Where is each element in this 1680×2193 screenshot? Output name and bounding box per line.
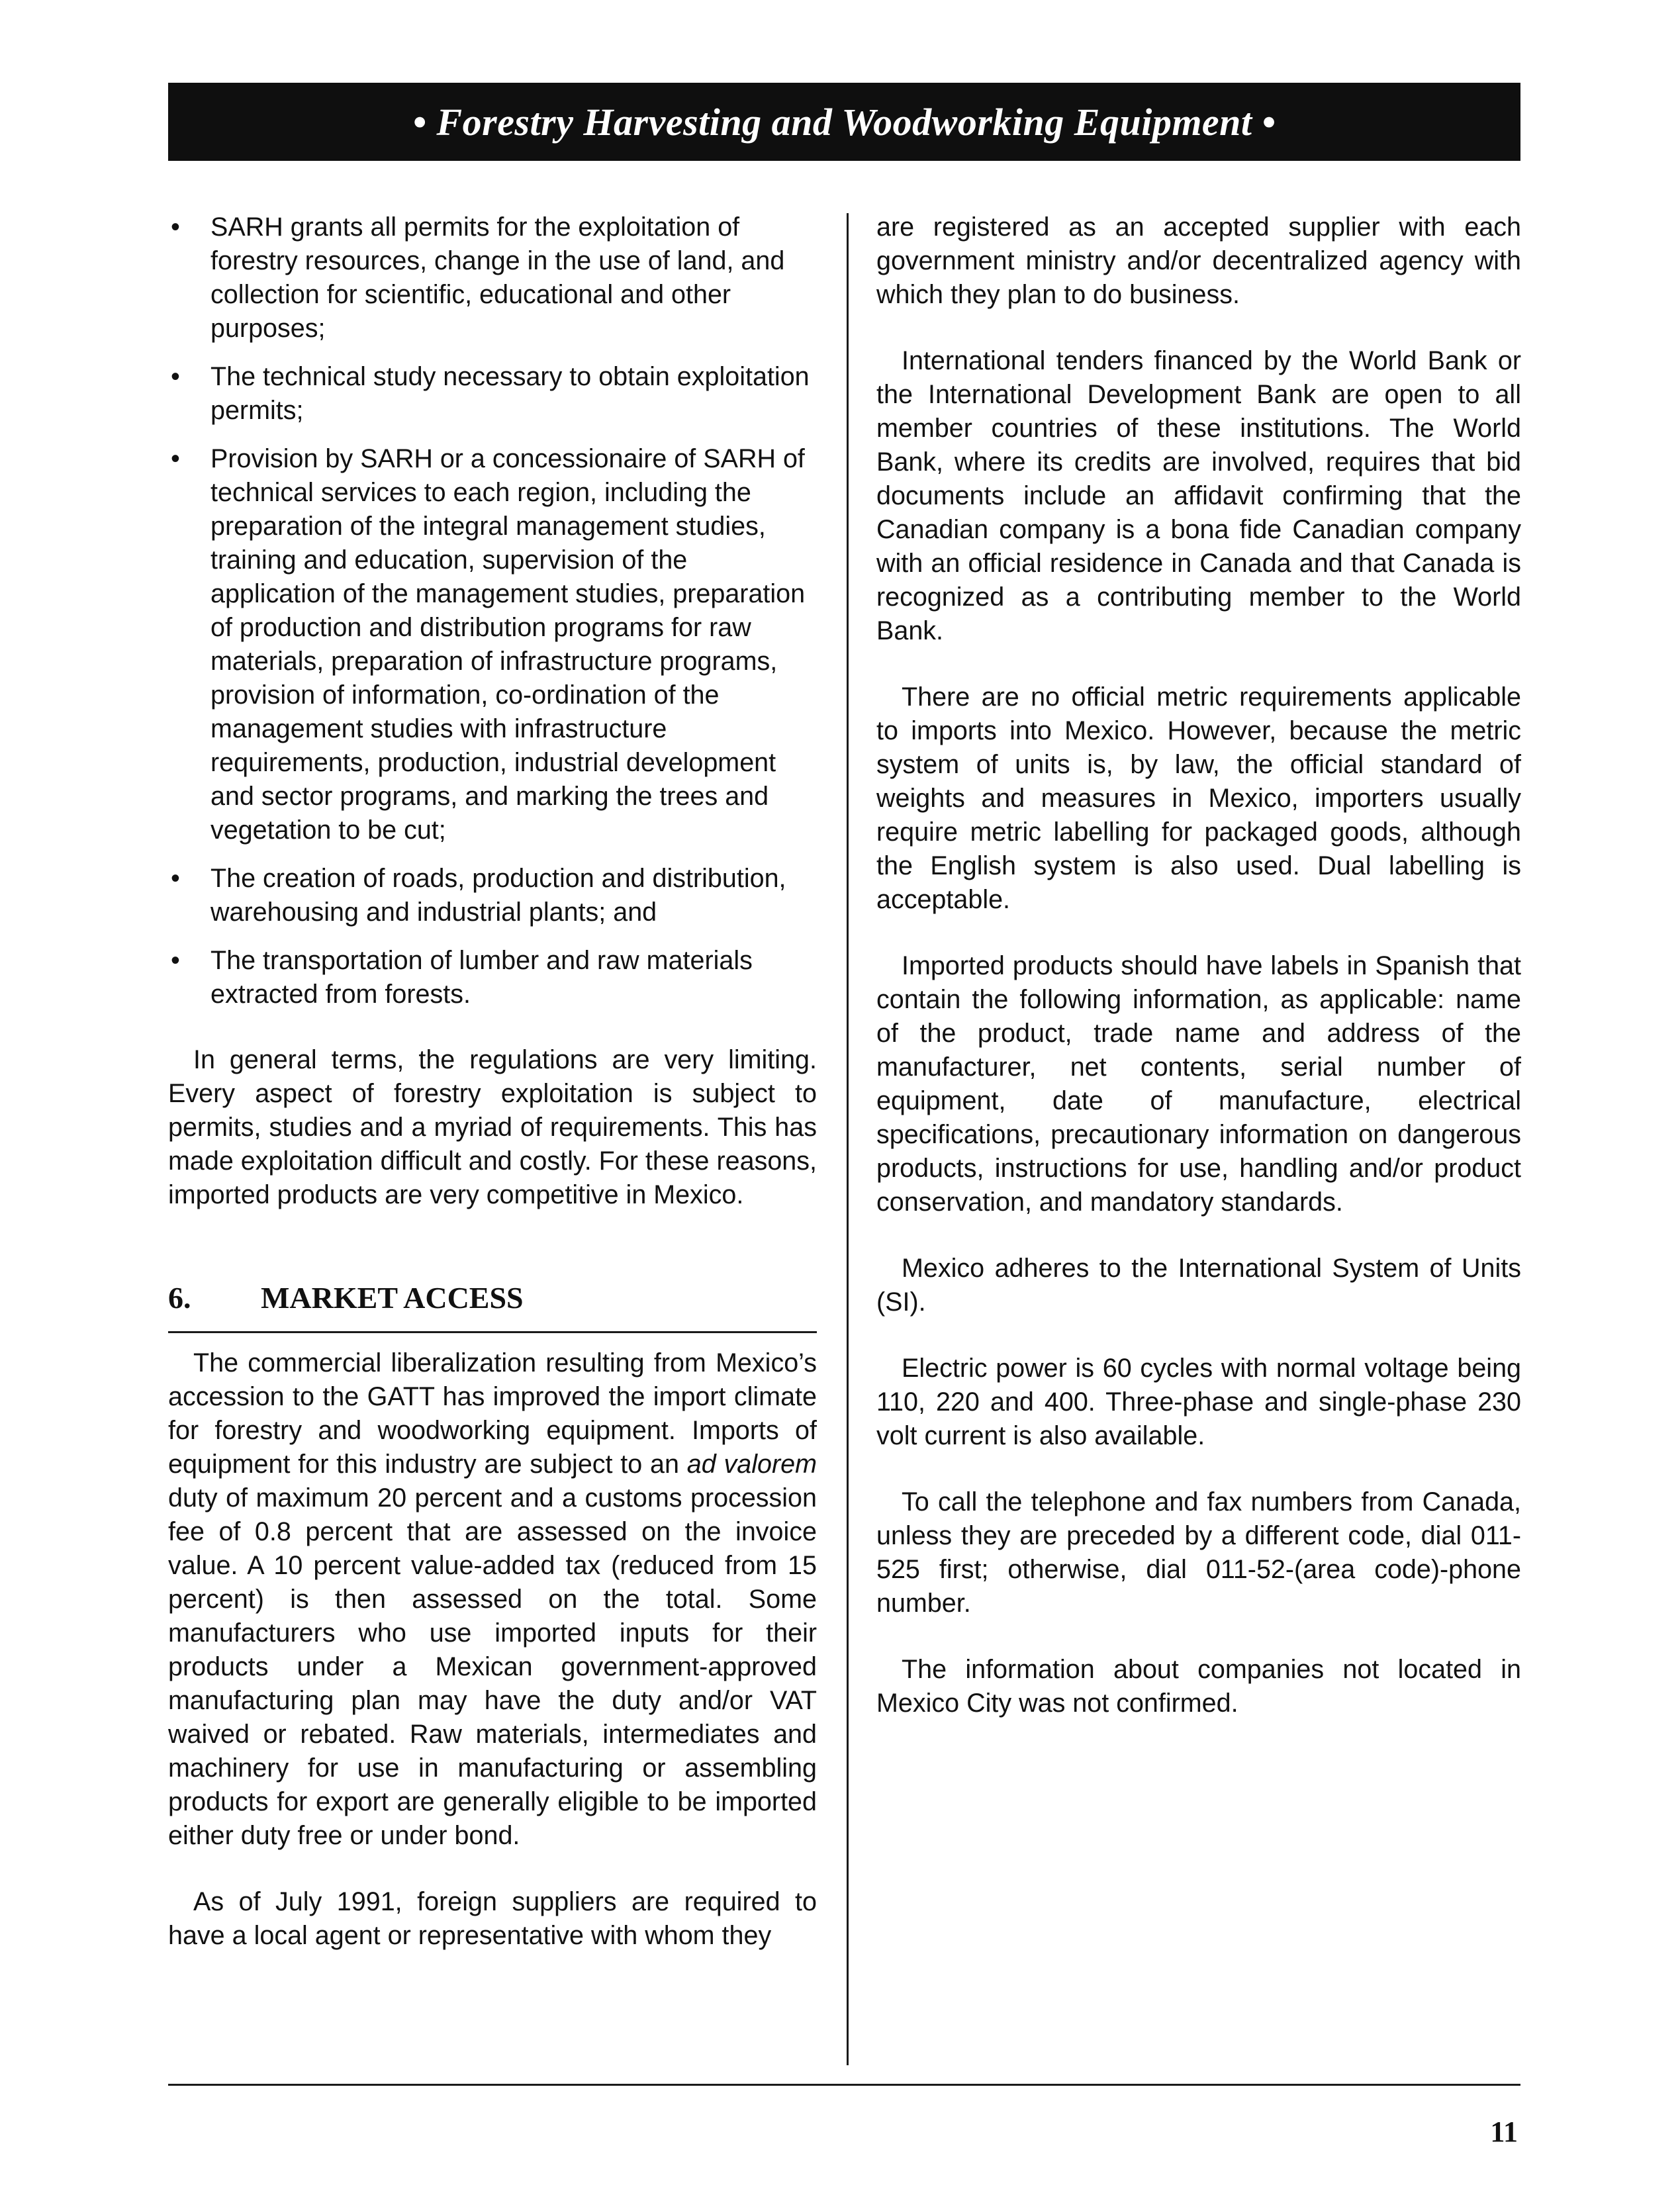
bullet-symbol: • <box>171 864 180 893</box>
paragraph-telephone: To call the telephone and fax numbers from Canada, unless they are preceded by a different code, dial 011-525 first; otherwise, dial 011-52-(area code)-phone number. <box>876 1487 1521 1618</box>
italic-term: ad valorem <box>686 1450 817 1479</box>
paragraph-text: duty of maximum 20 percent and a customs procession fee of 0.8 percent that are assessed on the invoice value. A 10 percent value-added tax (reduced from 15 percent) is then assessed on the total. Some manufacturers who use imported inputs for their products under a Mexican government-approved manufacturing plan may have the duty and/or VAT waived or rebated. Raw materials, intermediates and machinery for use in manufacturing or assembling products for export are generally eligible to be imported either duty free or under bond. <box>168 1483 817 1850</box>
bullet-item <box>168 360 817 428</box>
paragraph-metric-requirements: There are no official metric requirements applicable to imports into Mexico. However, because the metric system of units is, by law, the official standard of weights and measures in Mexico, importers usually require metric labelling for packaged goods, although the English system is also used. Dual labelling is acceptable. <box>876 682 1521 914</box>
bullet-text: The transportation of lumber and raw materials extracted from forests. <box>210 946 753 1009</box>
header-title: • Forestry Harvesting and Woodworking Equipment • <box>412 100 1276 144</box>
bullet-symbol: • <box>171 362 180 391</box>
column-divider <box>847 213 849 2065</box>
bullet-item <box>168 210 817 346</box>
paragraph-electric-power: Electric power is 60 cycles with normal voltage being 110, 220 and 400. Three-phase and single-phase 230 volt current is also available. <box>876 1354 1521 1450</box>
bullet-symbol: • <box>171 946 180 975</box>
bullet-symbol: • <box>171 212 180 242</box>
bullet-text: Provision by SARH or a concessionaire of SARH of technical services to each region, including the preparation of the integral management studies, training and education, supervision of the application of the management studies, preparation of production and distribution programs for raw materials, preparation of infrastructure programs, provision of information, co-ordination of the management studies with infrastructure requirements, production, industrial development and sector programs, and marking the trees and vegetation to be cut; <box>210 444 806 845</box>
header-banner <box>168 83 1520 161</box>
bullet-symbol: • <box>171 444 180 473</box>
section-number: 6. <box>168 1281 191 1315</box>
section-title: MARKET ACCESS <box>261 1281 524 1315</box>
paragraph-international-tenders: International tenders financed by the World Bank or the International Development Bank are open to all member countries of these institutions. The World Bank, where its credits are involved, requires that bid documents include an affidavit confirming that the Canadian company is a bona fide Canadian company with an official residence in Canada and that Canada is recognized as a contributing member to the World Bank. <box>876 346 1521 645</box>
paragraph-supplier-registration: are registered as an accepted supplier with each government ministry and/or decentralized agency with which they plan to do business. <box>876 212 1521 309</box>
section-heading <box>168 1280 817 1317</box>
page-number: 11 <box>1490 2116 1518 2148</box>
bullet-item <box>168 944 817 1011</box>
paragraph-local-agent: As of July 1991, foreign suppliers are required to have a local agent or representative with whom they <box>168 1887 817 1950</box>
paragraph-companies-note: The information about companies not located in Mexico City was not confirmed. <box>876 1655 1521 1718</box>
footer-rule <box>168 2084 1520 2086</box>
right-column <box>876 210 1521 1753</box>
bullet-text: The creation of roads, production and distribution, warehousing and industrial plants; and <box>210 864 786 927</box>
paragraph-labelling: Imported products should have labels in Spanish that contain the following information, as applicable: name of the product, trade name and address of the manufacturer, net contents, serial number of equipment, date of manufacture, electrical specifications, precautionary information on dangerous products, instructions for use, handling and/or product conservation, and mandatory standards. <box>876 951 1521 1217</box>
paragraph-market-access <box>168 1346 817 1853</box>
paragraph-text: The commercial liberalization resulting from Mexico’s accession to the GATT has improved the import climate for forestry and woodworking equipment. Imports of equipment for this industry are subject to an <box>168 1348 817 1479</box>
bullet-text: SARH grants all permits for the exploitation of forestry resources, change in the use of land, and collection for scientific, educational and other purposes; <box>210 212 785 343</box>
bullet-text: The technical study necessary to obtain exploitation permits; <box>210 362 810 425</box>
bullet-item <box>168 862 817 929</box>
permit-bullet-list <box>168 210 817 1011</box>
section-rule <box>168 1331 817 1333</box>
bullet-item <box>168 442 817 847</box>
paragraph-si-units: Mexico adheres to the International System of Units (SI). <box>876 1254 1521 1317</box>
paragraph-general-terms: In general terms, the regulations are very limiting. Every aspect of forestry exploitation is subject to permits, studies and a myriad of requirements. This has made exploitation difficult and costly. For these reasons, imported products are very competitive in Mexico. <box>168 1045 817 1209</box>
left-column <box>168 210 817 1985</box>
